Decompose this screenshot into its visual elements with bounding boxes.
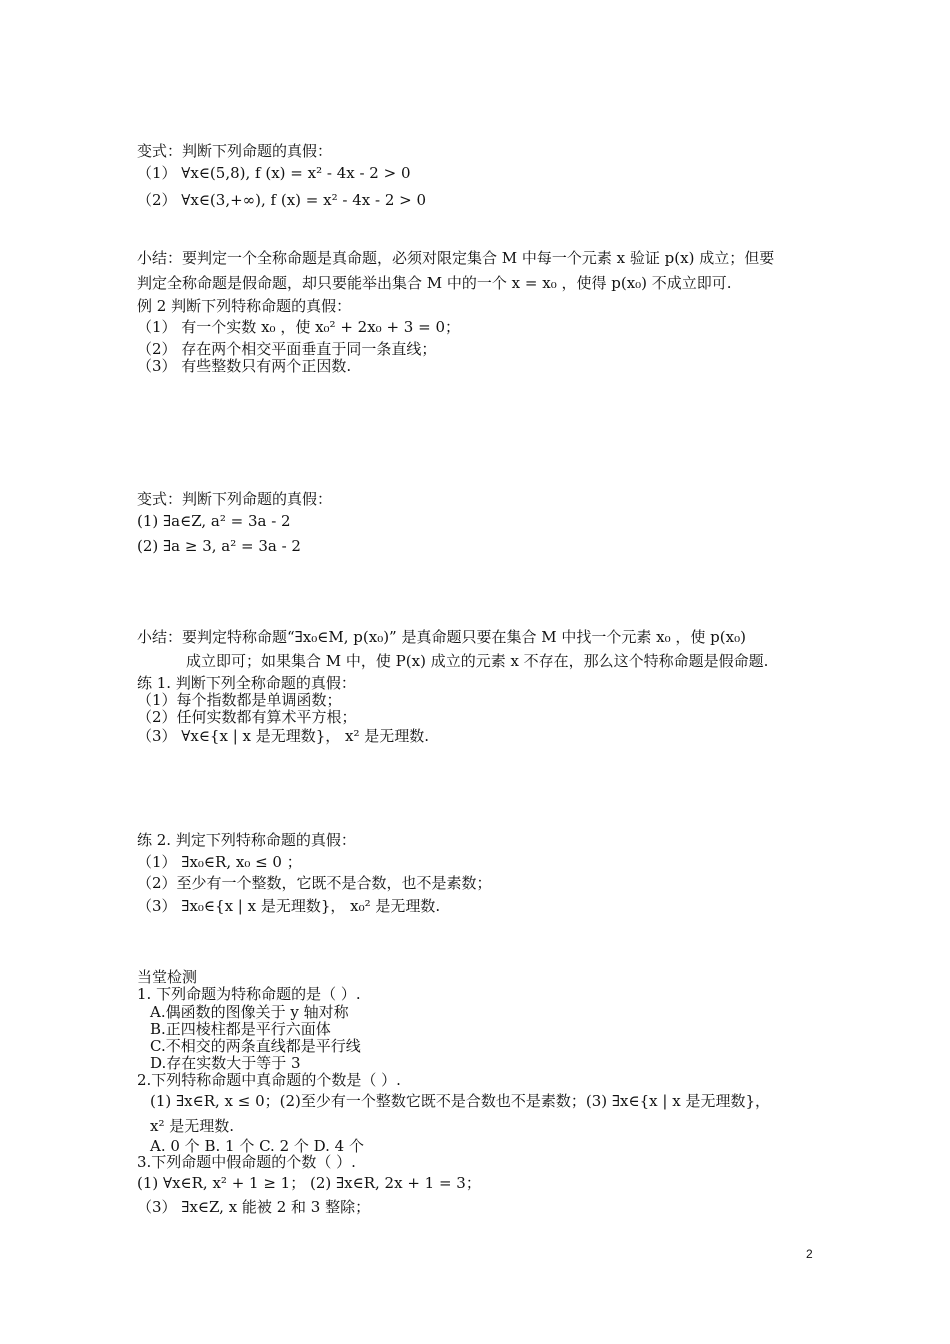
text-line: 变式：判断下列命题的真假： — [137, 490, 333, 508]
text-line: x² 是无理数. — [150, 1117, 235, 1135]
text-line: 成立即可；如果集合 M 中，使 P(x) 成立的元素 x 不存在，那么这个特称命题是假命题. — [186, 652, 769, 670]
option-line: A.偶函数的图像关于 y 轴对称 — [150, 1003, 349, 1021]
text-line: （3） ∃x₀∈{x | x 是无理数}， x₀² 是无理数. — [137, 897, 441, 915]
page-number: 2 — [806, 1247, 813, 1261]
text-line: （1） 有一个实数 x₀ ，使 x₀² + 2x₀ + 3 = 0； — [137, 318, 460, 336]
text-line: (1) ∀x∈R, x² + 1 ≥ 1； (2) ∃x∈R, 2x + 1 = 3； — [137, 1174, 481, 1192]
text-line: 小结：要判定一个全称命题是真命题，必须对限定集合 M 中每一个元素 x 验证 p(x) 成立；但要 — [137, 249, 775, 267]
section-heading: 当堂检测 — [137, 968, 198, 986]
text-line: （3） 有些整数只有两个正因数. — [137, 357, 352, 375]
text-line: (2) ∃a ≥ 3, a² = 3a - 2 — [137, 537, 301, 555]
option-line: D.存在实数大于等于 3 — [150, 1054, 301, 1072]
text-line: （1） ∃x₀∈R, x₀ ≤ 0 ； — [137, 853, 302, 871]
option-line: A. 0 个 B. 1 个 C. 2 个 D. 4 个 — [150, 1137, 364, 1155]
text-line: 例 2 判断下列特称命题的真假： — [137, 297, 352, 315]
text-line: 1. 下列命题为特称命题的是（ ）. — [137, 985, 361, 1003]
text-line: 判定全称命题是假命题，却只要能举出集合 M 中的一个 x = x₀ ，使得 p(x₀) 不成立即可. — [137, 274, 732, 292]
text-line: 3.下列命题中假命题的个数（ ）. — [137, 1153, 356, 1171]
text-line: (1) ∃a∈Z, a² = 3a - 2 — [137, 512, 291, 530]
text-line: （2）任何实数都有算术平方根； — [137, 708, 357, 726]
text-line: （1） ∀x∈(5,8), f (x) = x² - 4x - 2 > 0 — [137, 164, 411, 182]
option-line: C.不相交的两条直线都是平行线 — [150, 1037, 361, 1055]
text-line: 2.下列特称命题中真命题的个数是（ ）. — [137, 1071, 401, 1089]
text-line: 练 1. 判断下列全称命题的真假： — [137, 674, 356, 692]
text-line: （1）每个指数都是单调函数； — [137, 691, 342, 709]
text-line: 小结：要判定特称命题“∃x₀∈M, p(x₀)” 是真命题只要在集合 M 中找一个元素 x₀ ，使 p(x₀) — [137, 628, 746, 646]
text-line: (1) ∃x∈R, x ≤ 0；(2)至少有一个整数它既不是合数也不是素数；(3) ∃x∈{x | x 是无理数}， — [150, 1092, 770, 1110]
text-line: （2） 存在两个相交平面垂直于同一条直线； — [137, 340, 437, 358]
text-line: （3） ∀x∈{x | x 是无理数}， x² 是无理数. — [137, 727, 430, 745]
option-line: B.正四棱柱都是平行六面体 — [150, 1020, 331, 1038]
text-line: （2） ∀x∈(3,+∞), f (x) = x² - 4x - 2 > 0 — [137, 191, 427, 209]
text-line: 变式：判断下列命题的真假： — [137, 142, 333, 160]
text-line: 练 2. 判定下列特称命题的真假： — [137, 831, 356, 849]
text-line: （2）至少有一个整数，它既不是合数，也不是素数； — [137, 874, 492, 892]
text-line: （3） ∃x∈Z, x 能被 2 和 3 整除； — [137, 1198, 371, 1216]
